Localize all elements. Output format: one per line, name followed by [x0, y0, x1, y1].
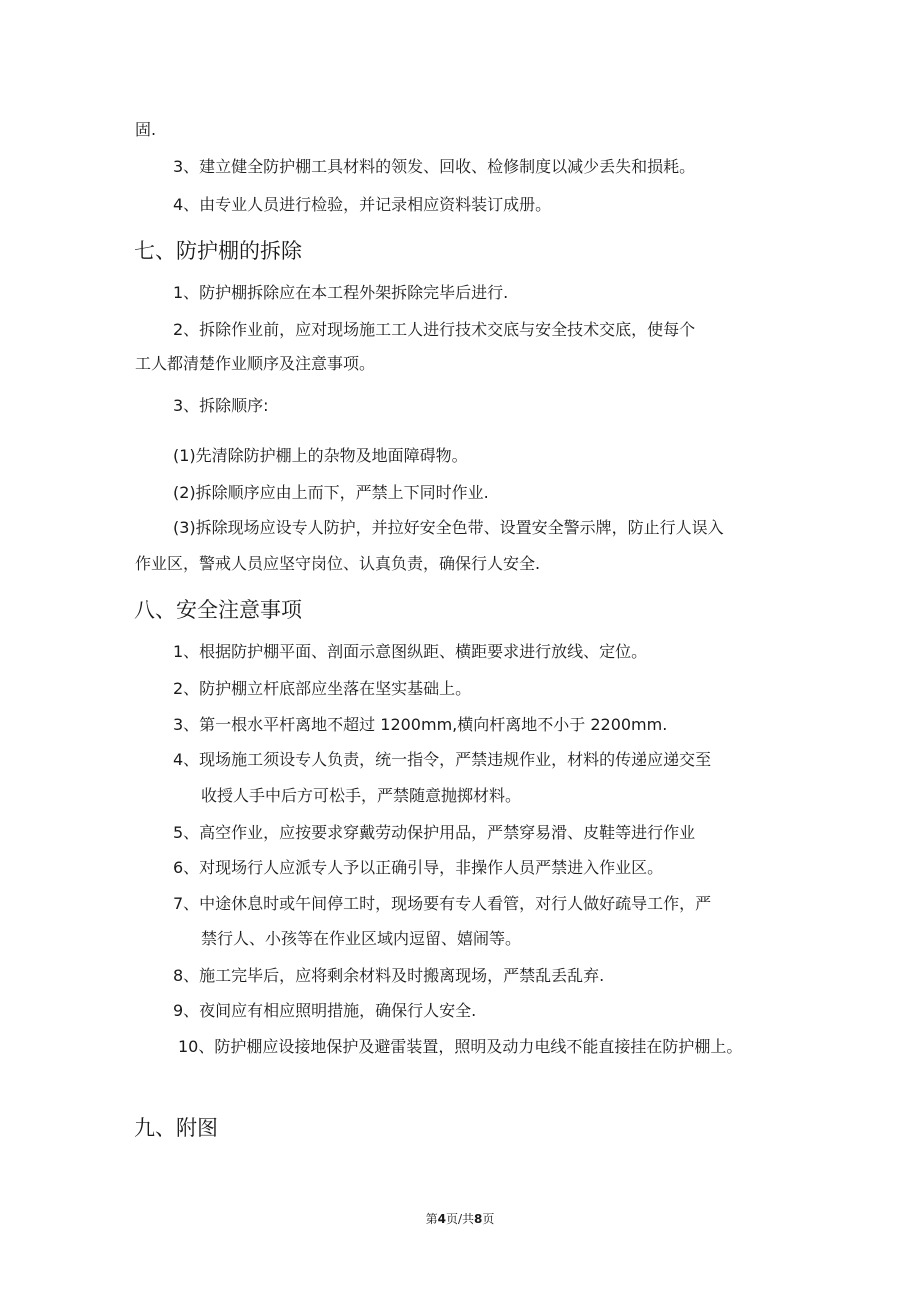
- text-line: 3、建立健全防护棚工具材料的领发、回收、检修制度以减少丢失和损耗。: [173, 157, 696, 176]
- text-line: 10、防护棚应设接地保护及避雷装置，照明及动力电线不能直接挂在防护棚上。: [178, 1037, 743, 1056]
- section-heading-7: 七、防护棚的拆除: [134, 239, 302, 263]
- footer-total-pages: 8: [474, 1212, 483, 1226]
- text-line: 收授人手中后方可松手，严禁随意抛掷材料。: [201, 786, 522, 805]
- text-line: 2、防护棚立杆底部应坐落在坚实基础上。: [173, 679, 472, 698]
- footer-middle: 页/共: [445, 1212, 475, 1226]
- text-line: 7、中途休息时或午间停工时，现场要有专人看管，对行人做好疏导工作，严: [173, 894, 712, 913]
- text-line: 3、拆除顺序:: [173, 396, 269, 415]
- text-line: 4、由专业人员进行检验，并记录相应资料装订成册。: [173, 195, 552, 214]
- text-line: 6、对现场行人应派专人予以正确引导，非操作人员严禁进入作业区。: [173, 858, 664, 877]
- text-line: 工人都清楚作业顺序及注意事项。: [135, 354, 376, 373]
- text-line: 3、第一根水平杆离地不超过 1200mm,横向杆离地不小于 2200mm.: [173, 715, 668, 734]
- text-line: 8、施工完毕后，应将剩余材料及时搬离现场，严禁乱丢乱弃.: [173, 966, 605, 985]
- footer-page-number: 4: [437, 1212, 446, 1226]
- text-line: (3)拆除现场应设专人防护，并拉好安全色带、设置安全警示牌，防止行人误入: [173, 518, 724, 537]
- text-line: (2)拆除顺序应由上而下，严禁上下同时作业.: [173, 483, 489, 502]
- footer-prefix: 第: [425, 1212, 438, 1226]
- text-line: 1、防护棚拆除应在本工程外架拆除完毕后进行.: [173, 283, 509, 302]
- text-line: 1、根据防护棚平面、剖面示意图纵距、横距要求进行放线、定位。: [173, 642, 648, 661]
- text-line: 作业区，警戒人员应坚守岗位、认真负责，确保行人安全.: [135, 554, 541, 573]
- footer-suffix: 页: [482, 1212, 495, 1226]
- section-heading-9: 九、附图: [134, 1116, 218, 1140]
- text-line: 4、现场施工须设专人负责，统一指令，严禁违规作业，材料的传递应递交至: [173, 750, 712, 769]
- text-line: (1)先清除防护棚上的杂物及地面障碍物。: [173, 446, 468, 465]
- text-line: 2、拆除作业前，应对现场施工工人进行技术交底与安全技术交底，使每个: [173, 320, 696, 339]
- text-line: 禁行人、小孩等在作业区域内逗留、嬉闹等。: [201, 929, 522, 948]
- text-line: 5、高空作业，应按要求穿戴劳动保护用品，严禁穿易滑、皮鞋等进行作业: [173, 823, 696, 842]
- page-footer: [0, 1211, 920, 1227]
- text-line: 9、夜间应有相应照明措施，确保行人安全.: [173, 1001, 477, 1020]
- section-heading-8: 八、安全注意事项: [134, 598, 302, 622]
- text-line: 固.: [135, 120, 157, 139]
